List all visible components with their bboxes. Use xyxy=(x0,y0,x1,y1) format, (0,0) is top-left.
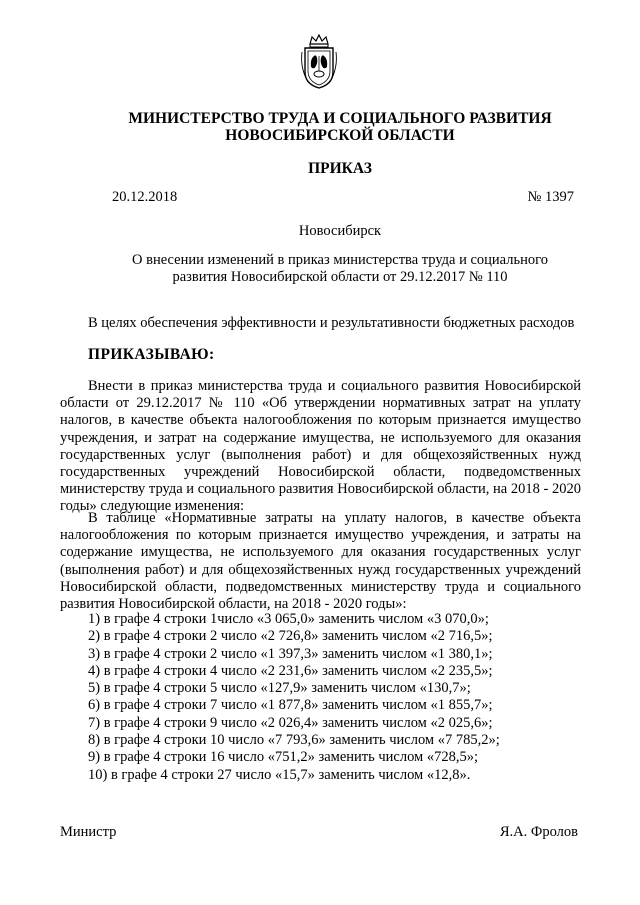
signatory-position: Министр xyxy=(60,824,117,840)
list-item: 8) в графе 4 строки 10 число «7 793,6» заменить числом «7 785,2»; xyxy=(88,732,500,749)
document-number: № 1397 xyxy=(527,189,574,205)
order-word: ПРИКАЗЫВАЮ: xyxy=(88,346,215,363)
subject-line2: развития Новосибирской области от 29.12.2017 № 110 xyxy=(172,269,508,285)
list-item: 6) в графе 4 строки 7 число «1 877,8» заменить числом «1 855,7»; xyxy=(88,697,493,714)
list-item: 3) в графе 4 строки 2 число «1 397,3» заменить числом «1 380,1»; xyxy=(88,645,493,662)
list-item: 10) в графе 4 строки 27 число «15,7» заменить числом «12,8». xyxy=(88,766,471,783)
ministry-name-line2: НОВОСИБИРСКОЙ ОБЛАСТИ xyxy=(225,127,455,144)
document-date: 20.12.2018 xyxy=(112,189,178,205)
list-item: 4) в графе 4 строки 4 число «2 231,6» заменить числом «2 235,5»; xyxy=(88,662,493,679)
signatory-name: Я.А. Фролов xyxy=(499,824,578,840)
document-type: ПРИКАЗ xyxy=(308,160,372,177)
ministry-name-line1: МИНИСТЕРСТВО ТРУДА И СОЦИАЛЬНОГО РАЗВИТИЯ xyxy=(128,110,552,127)
list-item: 9) в графе 4 строки 16 число «751,2» заменить числом «728,5»; xyxy=(88,749,479,766)
coat-of-arms-icon xyxy=(298,34,340,90)
document-city: Новосибирск xyxy=(298,223,382,239)
preamble: В целях обеспечения эффективности и результативности бюджетных расходов xyxy=(88,315,575,331)
list-item: 7) в графе 4 строки 9 число «2 026,4» заменить числом «2 025,6»; xyxy=(88,714,493,731)
subject-line1: О внесении изменений в приказ министерства труда и социального xyxy=(132,252,548,268)
amendment-list xyxy=(88,611,500,784)
paragraph-table: В таблице «Нормативные затраты на уплату налогов, в качестве объекта налогообложения по которым признается имущество учреждения, и затраты на содержание имущества, не используемого для оказания государственных услуг (выполнения работ) и для общехозяйственных нужд государственных учреждений Новосибирской области, подведомственных министерству труда и социального развития Новосибирской области, на 2018 - 2020 годы»: xyxy=(60,510,581,613)
list-item: 2) в графе 4 строки 2 число «2 726,8» заменить числом «2 716,5»; xyxy=(88,628,493,645)
list-item: 5) в графе 4 строки 5 число «127,9» заменить числом «130,7»; xyxy=(88,680,471,697)
paragraph-amendment: Внести в приказ министерства труда и социального развития Новосибирской области от 29.12.2017 № 110 «Об утверждении нормативных затрат на уплату налогов, в качестве объекта налогообложения по которым признается имущество учреждения, и затрат на содержание имущества, не используемого для оказания государственных услуг (выполнения работ) и для общехозяйственных нужд государственных учреждений Новосибирской области, подведомственных министерству труда и социального развития Новосибирской области, на 2018 - 2020 годы» следующие изменения: xyxy=(60,378,581,515)
list-item: 1) в графе 4 строки 1число «3 065,0» заменить числом «3 070,0»; xyxy=(88,611,489,627)
